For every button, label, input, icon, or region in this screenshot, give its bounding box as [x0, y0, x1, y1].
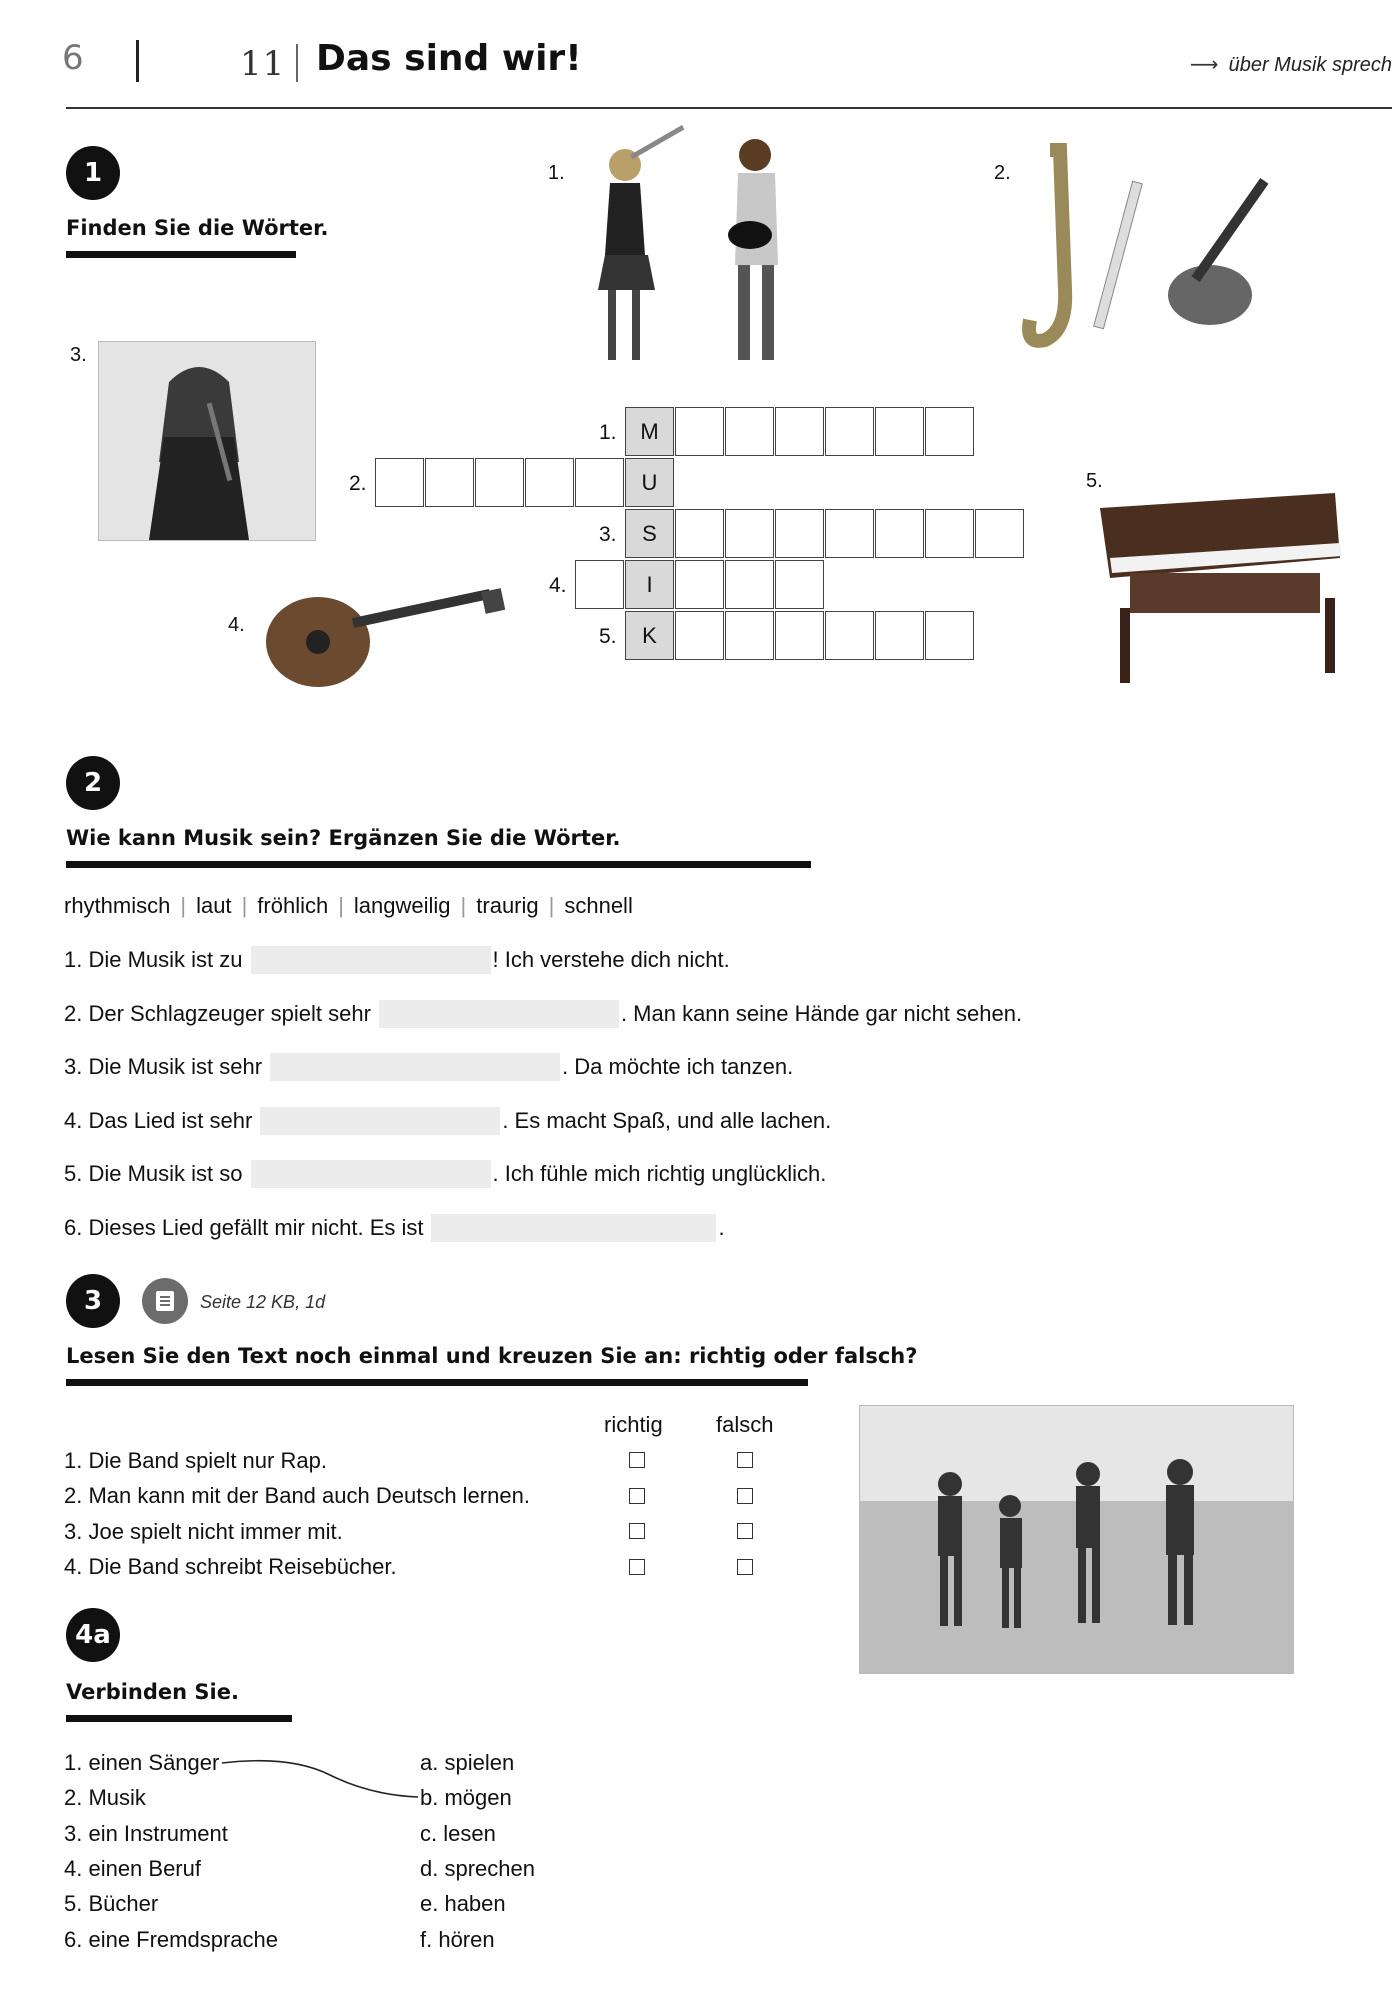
match-right-item[interactable]: a. spielen	[420, 1750, 515, 1775]
header-divider-2	[296, 44, 298, 82]
crossword-cell[interactable]	[875, 611, 924, 660]
header-rule	[66, 107, 1392, 109]
image-label-3: 3.	[70, 344, 87, 366]
crossword-cell[interactable]	[875, 407, 924, 456]
crossword-cell[interactable]	[575, 458, 624, 507]
arrow-right-icon: ⟶	[1189, 54, 1219, 76]
crossword-cell[interactable]	[725, 509, 774, 558]
gap-sentence-1: 1. Die Musik ist zu ! Ich verstehe dich nicht.	[64, 947, 730, 972]
singer-photo	[98, 341, 316, 541]
exercise-3-badge: 3	[66, 1274, 120, 1328]
crossword-cell[interactable]	[725, 560, 774, 609]
checkbox-true-3[interactable]	[629, 1523, 645, 1539]
exercise-1-rule	[66, 251, 296, 258]
lesson-number: 11	[240, 44, 286, 84]
crossword-cell[interactable]	[925, 509, 974, 558]
image-label-5: 5.	[1086, 470, 1103, 492]
book-icon	[142, 1278, 188, 1324]
word-bank-separator: |	[460, 893, 467, 918]
exercise-2-badge: 2	[66, 756, 120, 810]
checkbox-true-2[interactable]	[629, 1488, 645, 1504]
statement-1: 1. Die Band spielt nur Rap.	[64, 1448, 327, 1473]
crossword-number-4: 4.	[549, 574, 567, 597]
crossword-key-cell: U	[625, 458, 674, 507]
exercise-4a-title: Verbinden Sie.	[66, 1680, 239, 1704]
crossword-key-cell: I	[625, 560, 674, 609]
word-bank-word: langweilig	[353, 893, 451, 918]
crossword-cell[interactable]	[975, 509, 1024, 558]
word-bank-word: schnell	[564, 893, 633, 918]
page-number: 6	[62, 38, 84, 78]
checkbox-false-3[interactable]	[737, 1523, 753, 1539]
topic-text: über Musik sprech	[1228, 54, 1392, 76]
crossword-cell[interactable]	[725, 611, 774, 660]
exercise-4a-rule	[66, 1715, 292, 1722]
word-bank-word: laut	[196, 893, 232, 918]
answer-gap[interactable]	[379, 1000, 619, 1028]
match-right-item[interactable]: e. haben	[420, 1891, 506, 1916]
crossword-number-3: 3.	[599, 523, 617, 546]
crossword-number-5: 5.	[599, 625, 617, 648]
checkbox-true-4[interactable]	[629, 1559, 645, 1575]
word-bank-separator: |	[338, 893, 344, 918]
answer-gap[interactable]	[431, 1214, 716, 1242]
image-label-2: 2.	[994, 162, 1011, 184]
crossword-cell[interactable]	[575, 560, 624, 609]
header-divider	[136, 40, 139, 82]
coursebook-reference: Seite 12 KB, 1d	[200, 1292, 326, 1312]
word-bank-separator: |	[180, 893, 187, 918]
answer-gap[interactable]	[260, 1107, 500, 1135]
word-bank	[64, 893, 633, 919]
column-header-true: richtig	[604, 1412, 663, 1437]
answer-gap[interactable]	[251, 946, 491, 974]
match-right-item[interactable]: f. hören	[420, 1927, 495, 1952]
crossword-cell[interactable]	[375, 458, 424, 507]
crossword-cell[interactable]	[525, 458, 574, 507]
exercise-2-title: Wie kann Musik sein? Ergänzen Sie die Wörter.	[66, 826, 621, 850]
crossword-cell[interactable]	[825, 407, 874, 456]
crossword-cell[interactable]	[775, 509, 824, 558]
match-left-item[interactable]: 6. eine Fremdsprache	[64, 1927, 278, 1952]
crossword-key-cell: K	[625, 611, 674, 660]
crossword-cell[interactable]	[675, 611, 724, 660]
guitar-image	[258, 580, 508, 695]
exercise-1-title: Finden Sie die Wörter.	[66, 216, 329, 240]
answer-gap[interactable]	[270, 1053, 560, 1081]
match-left-item[interactable]: 4. einen Beruf	[64, 1856, 201, 1881]
exercise-3-title: Lesen Sie den Text noch einmal und kreuzen Sie an: richtig oder falsch?	[66, 1344, 918, 1368]
example-connector-line	[220, 1755, 420, 1805]
band-photo	[859, 1405, 1294, 1674]
crossword-cell[interactable]	[775, 611, 824, 660]
match-left-item[interactable]: 5. Bücher	[64, 1891, 159, 1916]
word-bank-separator: |	[241, 893, 248, 918]
crossword-cell[interactable]	[475, 458, 524, 507]
exercise-3-rule	[66, 1379, 808, 1386]
column-header-false: falsch	[716, 1412, 774, 1437]
crossword-cell[interactable]	[675, 560, 724, 609]
crossword-cell[interactable]	[675, 407, 724, 456]
word-bank-word: fröhlich	[257, 893, 329, 918]
checkbox-false-1[interactable]	[737, 1452, 753, 1468]
checkbox-false-4[interactable]	[737, 1559, 753, 1575]
crossword-cell[interactable]	[825, 611, 874, 660]
image-label-4: 4.	[228, 614, 245, 636]
musicians-image	[570, 125, 820, 385]
answer-gap[interactable]	[251, 1160, 491, 1188]
crossword-cell[interactable]	[725, 407, 774, 456]
topic-label	[1190, 52, 1392, 77]
crossword-cell[interactable]	[425, 458, 474, 507]
gap-sentence-6: 6. Dieses Lied gefällt mir nicht. Es ist .	[64, 1215, 725, 1240]
match-right-item[interactable]: d. sprechen	[420, 1856, 535, 1881]
crossword-key-cell: S	[625, 509, 674, 558]
exercise-1-badge: 1	[66, 146, 120, 200]
crossword-key-cell: M	[625, 407, 674, 456]
crossword-number-2: 2.	[349, 472, 367, 495]
match-right-item[interactable]: c. lesen	[420, 1821, 496, 1846]
crossword-cell[interactable]	[925, 407, 974, 456]
checkbox-true-1[interactable]	[629, 1452, 645, 1468]
crossword-cell[interactable]	[675, 509, 724, 558]
statement-3: 3. Joe spielt nicht immer mit.	[64, 1519, 343, 1544]
wind-and-bass-image	[995, 140, 1375, 350]
crossword-number-1: 1.	[599, 421, 617, 444]
checkbox-false-2[interactable]	[737, 1488, 753, 1504]
gap-sentence-2: 2. Der Schlagzeuger spielt sehr . Man kann seine Hände gar nicht sehen.	[64, 1001, 1023, 1026]
statement-4: 4. Die Band schreibt Reisebücher.	[64, 1554, 397, 1579]
crossword-cell[interactable]	[875, 509, 924, 558]
crossword-cell[interactable]	[825, 509, 874, 558]
lesson-title: Das sind wir!	[316, 38, 582, 79]
gap-sentence-4: 4. Das Lied ist sehr . Es macht Spaß, und alle lachen.	[64, 1108, 832, 1133]
match-left-item[interactable]: 1. einen Sänger	[64, 1750, 220, 1775]
crossword-cell[interactable]	[775, 407, 824, 456]
statement-2: 2. Man kann mit der Band auch Deutsch lernen.	[64, 1483, 530, 1508]
crossword-cell[interactable]	[775, 560, 824, 609]
exercise-4a-badge: 4a	[66, 1608, 120, 1662]
gap-sentence-3: 3. Die Musik ist sehr . Da möchte ich tanzen.	[64, 1054, 794, 1079]
match-right-item[interactable]: b. mögen	[420, 1785, 512, 1810]
crossword-cell[interactable]	[925, 611, 974, 660]
word-bank-word: rhythmisch	[64, 893, 171, 918]
match-left-item[interactable]: 3. ein Instrument	[64, 1821, 228, 1846]
piano-image	[1090, 478, 1350, 688]
exercise-2-rule	[66, 861, 811, 868]
word-bank-separator: |	[548, 893, 555, 918]
gap-sentence-5: 5. Die Musik ist so . Ich fühle mich richtig unglücklich.	[64, 1161, 827, 1186]
word-bank-word: traurig	[476, 893, 539, 918]
image-label-1: 1.	[548, 162, 565, 184]
match-left-item[interactable]: 2. Musik	[64, 1785, 146, 1810]
